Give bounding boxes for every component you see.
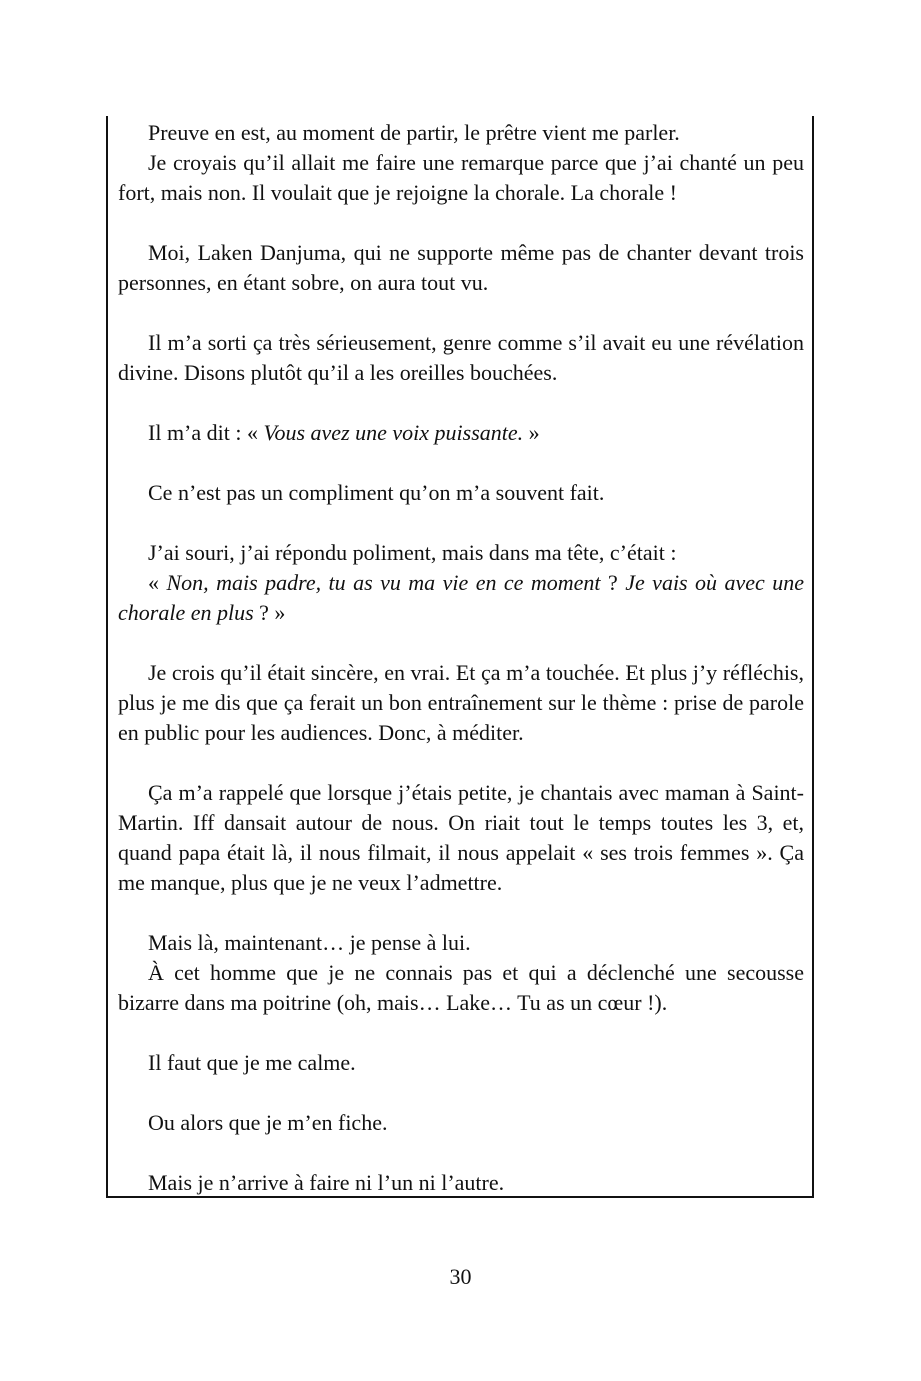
paragraph: Il m’a sorti ça très sérieusement, genre comme s’il avait eu une révélation divine. Disons plutôt qu’il a les oreilles bouchées. <box>118 330 804 385</box>
paragraph: Ça m’a rappelé que lorsque j’étais petite, je chantais avec maman à Saint-Martin. Iff dansait autour de nous. On riait tout le temps toutes les 3, et, quand papa était là, il nous filmait, il nous appelait « ses trois femmes ». Ça me manque, plus que je ne veux l’admettre. <box>118 780 804 895</box>
paragraph: À cet homme que je ne connais pas et qui a déclenché une secousse bizarre dans ma poitrine (oh, mais… Lake… Tu as un cœur !). <box>118 960 804 1015</box>
body-text <box>118 118 804 1198</box>
paragraph: Preuve en est, au moment de partir, le prêtre vient me parler. <box>148 120 680 145</box>
paragraph: Je crois qu’il était sincère, en vrai. Et ça m’a touchée. Et plus j’y réfléchis, plus je me dis que ça ferait un bon entraînement sur le thème : prise de parole en public pour les audiences. Donc, à méditer. <box>118 660 804 745</box>
paragraph: Il faut que je me calme. <box>148 1050 356 1075</box>
paragraph-quote: « Non, mais padre, tu as vu ma vie en ce moment ? Je vais où avec une chorale en plus ? » <box>118 570 805 625</box>
paragraph: Je croyais qu’il allait me faire une remarque parce que j’ai chanté un peu fort, mais non. Il voulait que je rejoigne la chorale. La chorale ! <box>118 150 804 205</box>
paragraph: Mais là, maintenant… je pense à lui. <box>148 930 471 955</box>
paragraph-quote: Il m’a dit : « Vous avez une voix puissante. » <box>148 420 540 445</box>
paragraph: Ou alors que je m’en fiche. <box>148 1110 388 1135</box>
paragraph: J’ai souri, j’ai répondu poliment, mais dans ma tête, c’était : <box>148 540 677 565</box>
page-number: 30 <box>449 1264 472 1289</box>
paragraph: Mais je n’arrive à faire ni l’un ni l’autre. <box>148 1170 505 1195</box>
paragraph: Ce n’est pas un compliment qu’on m’a souvent fait. <box>148 480 605 505</box>
paragraph: Moi, Laken Danjuma, qui ne supporte même pas de chanter devant trois personnes, en étant sobre, on aura tout vu. <box>118 240 804 295</box>
